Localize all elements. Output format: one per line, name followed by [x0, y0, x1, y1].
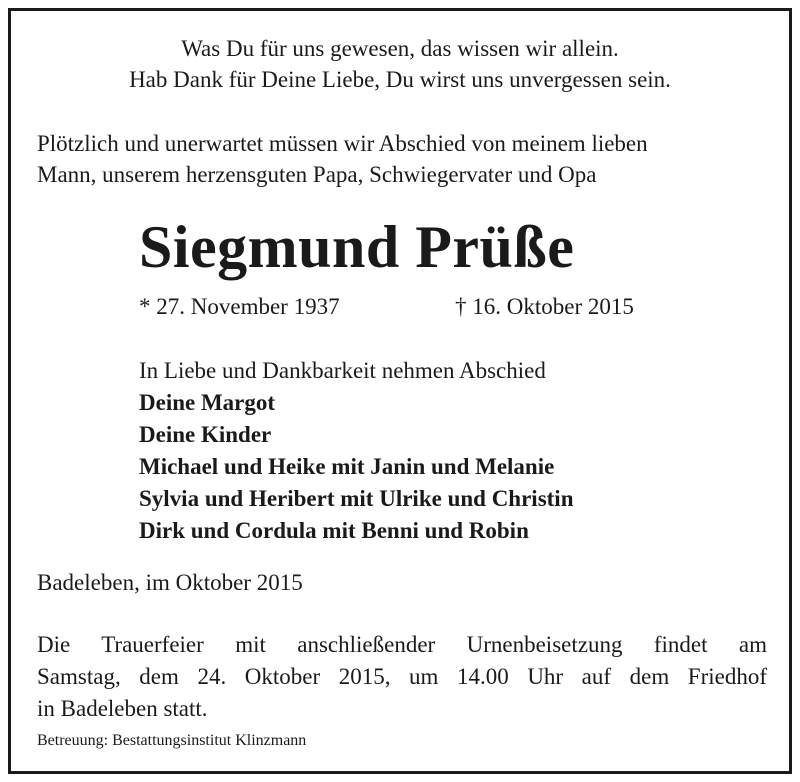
service-line-3: in Badeleben statt. [37, 696, 208, 721]
mourner-name: Deine Margot [139, 390, 276, 415]
service-line-1: Die Trauerfeier mit anschließender Urnenbeisetzung findet am [37, 632, 767, 657]
service-line-2: Samstag, dem 24. Oktober 2015, um 14.00 Uhr auf dem Friedhof [37, 664, 767, 689]
obituary-notice [8, 8, 792, 774]
verse-line-1: Was Du für uns gewesen, das wissen wir allein. [181, 36, 619, 61]
death-date: † 16. Oktober 2015 [455, 294, 634, 319]
mourner-name: Dirk und Cordula mit Benni und Robin [139, 518, 529, 543]
mourner-name: Michael und Heike mit Janin und Melanie [139, 454, 555, 479]
funeral-home-credit: Betreuung: Bestattungsinstitut Klinzmann [37, 732, 307, 749]
birth-date: * 27. November 1937 [139, 294, 340, 319]
intro-line-2: Mann, unserem herzensguten Papa, Schwiegervater und Opa [37, 162, 597, 187]
verse-line-2: Hab Dank für Deine Liebe, Du wirst uns unvergessen sein. [129, 67, 671, 92]
mourner-name: Sylvia und Heribert mit Ulrike und Christin [139, 486, 574, 511]
intro-line-1: Plötzlich und unerwartet müssen wir Abschied von meinem lieben [37, 131, 648, 156]
deceased-name: Siegmund Prüße [139, 214, 575, 280]
mourner-name: Deine Kinder [139, 422, 272, 447]
mourners-intro: In Liebe und Dankbarkeit nehmen Abschied [139, 358, 546, 383]
place-and-date: Badeleben, im Oktober 2015 [37, 570, 303, 595]
